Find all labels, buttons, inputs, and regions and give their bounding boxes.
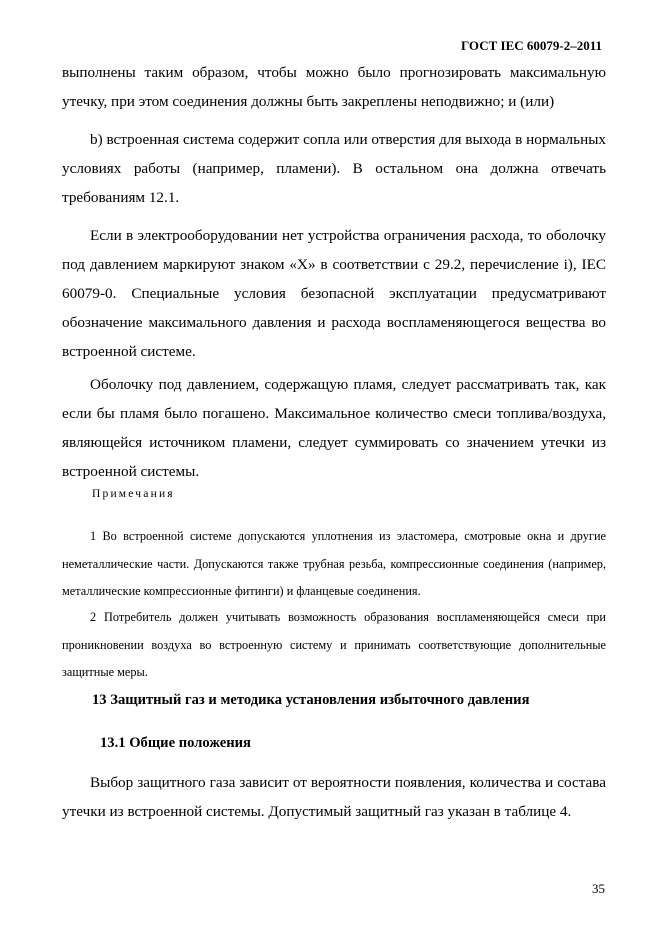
paragraph-marking — [62, 221, 606, 366]
paragraph-b — [62, 125, 606, 212]
paragraph-text: b) встроенная система содержит сопла или отверстия для выхода в нормальных условиях работы (например, пламени). В остальном она должна отвечать требованиям 12.1. — [62, 131, 606, 206]
subsection-heading: 13.1 Общие положения — [100, 735, 251, 751]
paragraph-text: Выбор защитного газа зависит от вероятности появления, количества и состава утечки из встроенной системы. Допустимый защитный газ указан в таблице 4. — [62, 774, 606, 820]
note-text: 1 Во встроенной системе допускаются уплотнения из эластомера, смотровые окна и другие неметаллические части. Допускаются также трубная резьба, компрессионные соединения (например, металлические компрессионные фитинги) и фланцевые соединения. — [62, 529, 606, 598]
paragraph-text: Оболочку под давлением, содержащую пламя, следует рассматривать так, как если бы пламя было погашено. Максимальное количество смеси топлива/воздуха, являющейся источником пламени, следует суммировать со значением утечки из встроенной системы. — [62, 376, 606, 480]
paragraph-gas-choice — [62, 768, 606, 826]
paragraph-text: выполнены таким образом, чтобы можно было прогнозировать максимальную утечку, при этом соединения должны быть закреплены неподвижно; и (или) — [62, 64, 606, 110]
note-text: 2 Потребитель должен учитывать возможность образования воспламеняющейся смеси при проникновении воздуха во встроенную систему и принимать соответствующие дополнительные защитные меры. — [62, 610, 606, 679]
section-heading: 13 Защитный газ и методика установления избыточного давления — [92, 692, 530, 708]
page-number: 35 — [592, 881, 605, 896]
notes-title: Примечания — [92, 488, 175, 500]
note-2 — [62, 604, 606, 687]
note-1 — [62, 523, 606, 606]
paragraph-continuation — [62, 58, 606, 116]
paragraph-flame — [62, 370, 606, 486]
document-header: ГОСТ IEC 60079-2–2011 — [460, 38, 602, 53]
paragraph-text: Если в электрооборудовании нет устройства ограничения расхода, то оболочку под давлением маркируют знаком «Х» в соответствии с 29.2, перечисление i), IEC 60079-0. Специальные условия безопасной эксплуатации предусматривают обозначение максимального давления и расхода воспламеняющегося вещества во встроенной системе. — [62, 227, 606, 360]
